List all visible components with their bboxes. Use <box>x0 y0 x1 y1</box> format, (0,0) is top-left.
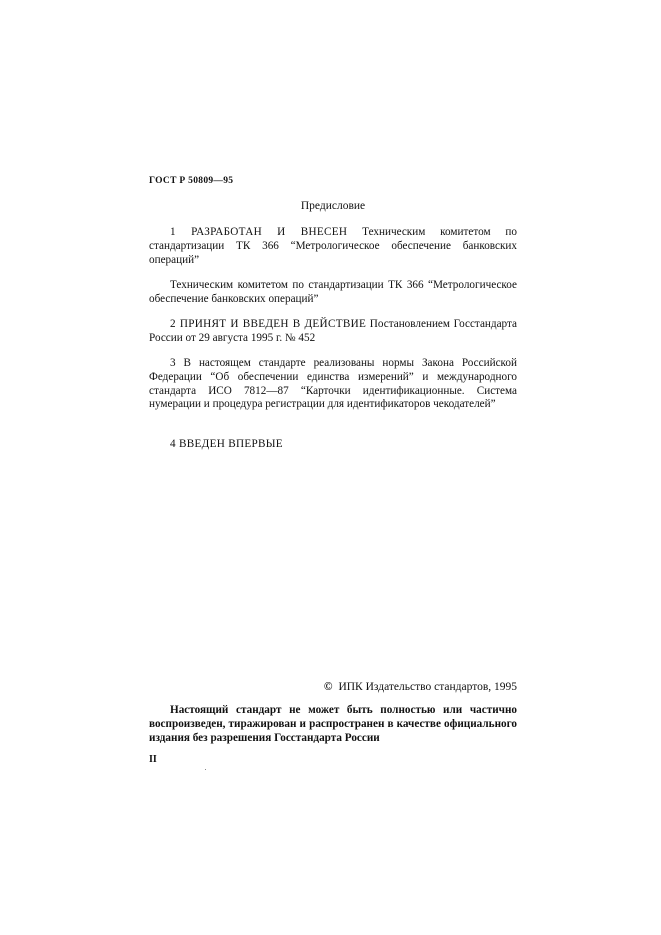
section-4 <box>149 438 517 452</box>
section-1-lead: 1 РАЗРАБОТАН И ВНЕСЕН <box>170 226 348 238</box>
copyright-icon: © <box>323 681 333 693</box>
section-3 <box>149 357 517 412</box>
copyright-line <box>149 681 517 693</box>
page-number: II <box>149 754 157 765</box>
section-1-note <box>149 279 517 307</box>
section-1-note-text: Техническим комитетом по стандартизации ТК 366 “Метрологическое обеспечение банковских операций” <box>149 279 517 305</box>
section-1 <box>149 226 517 267</box>
scan-speck <box>205 769 206 770</box>
section-2-lead: 2 ПРИНЯТ И ВВЕДЕН В ДЕЙСТВИЕ <box>170 318 367 330</box>
section-4-lead: 4 ВВЕДЕН ВПЕРВЫЕ <box>170 438 283 450</box>
foreword-title: Предисловие <box>300 200 366 212</box>
section-2 <box>149 318 517 346</box>
reproduction-notice: Настоящий стандарт не может быть полностью или частично воспроизведен, тиражирован и распространен в качестве официального издания без разрешения Госстандарта России <box>149 704 517 744</box>
standard-code: ГОСТ Р 50809—95 <box>149 176 234 186</box>
section-3-text: 3 В настоящем стандарте реализованы нормы Закона Российской Федерации “Об обеспечении единства измерений” и международного стандарта ИСО 7812—87 “Карточки идентификационные. Система нумерации и процедура регистрации для идентификаторов чекодателей” <box>149 357 517 411</box>
copyright-text: ИПК Издательство стандартов, 1995 <box>338 681 517 693</box>
section-2-text: Постановлением Госстандарта России от 29 августа 1995 г. № 452 <box>149 318 517 344</box>
section-1-text: Техническим комитетом по стандартизации ТК 366 “Метрологическое обеспечение банковских операций” <box>149 226 517 266</box>
